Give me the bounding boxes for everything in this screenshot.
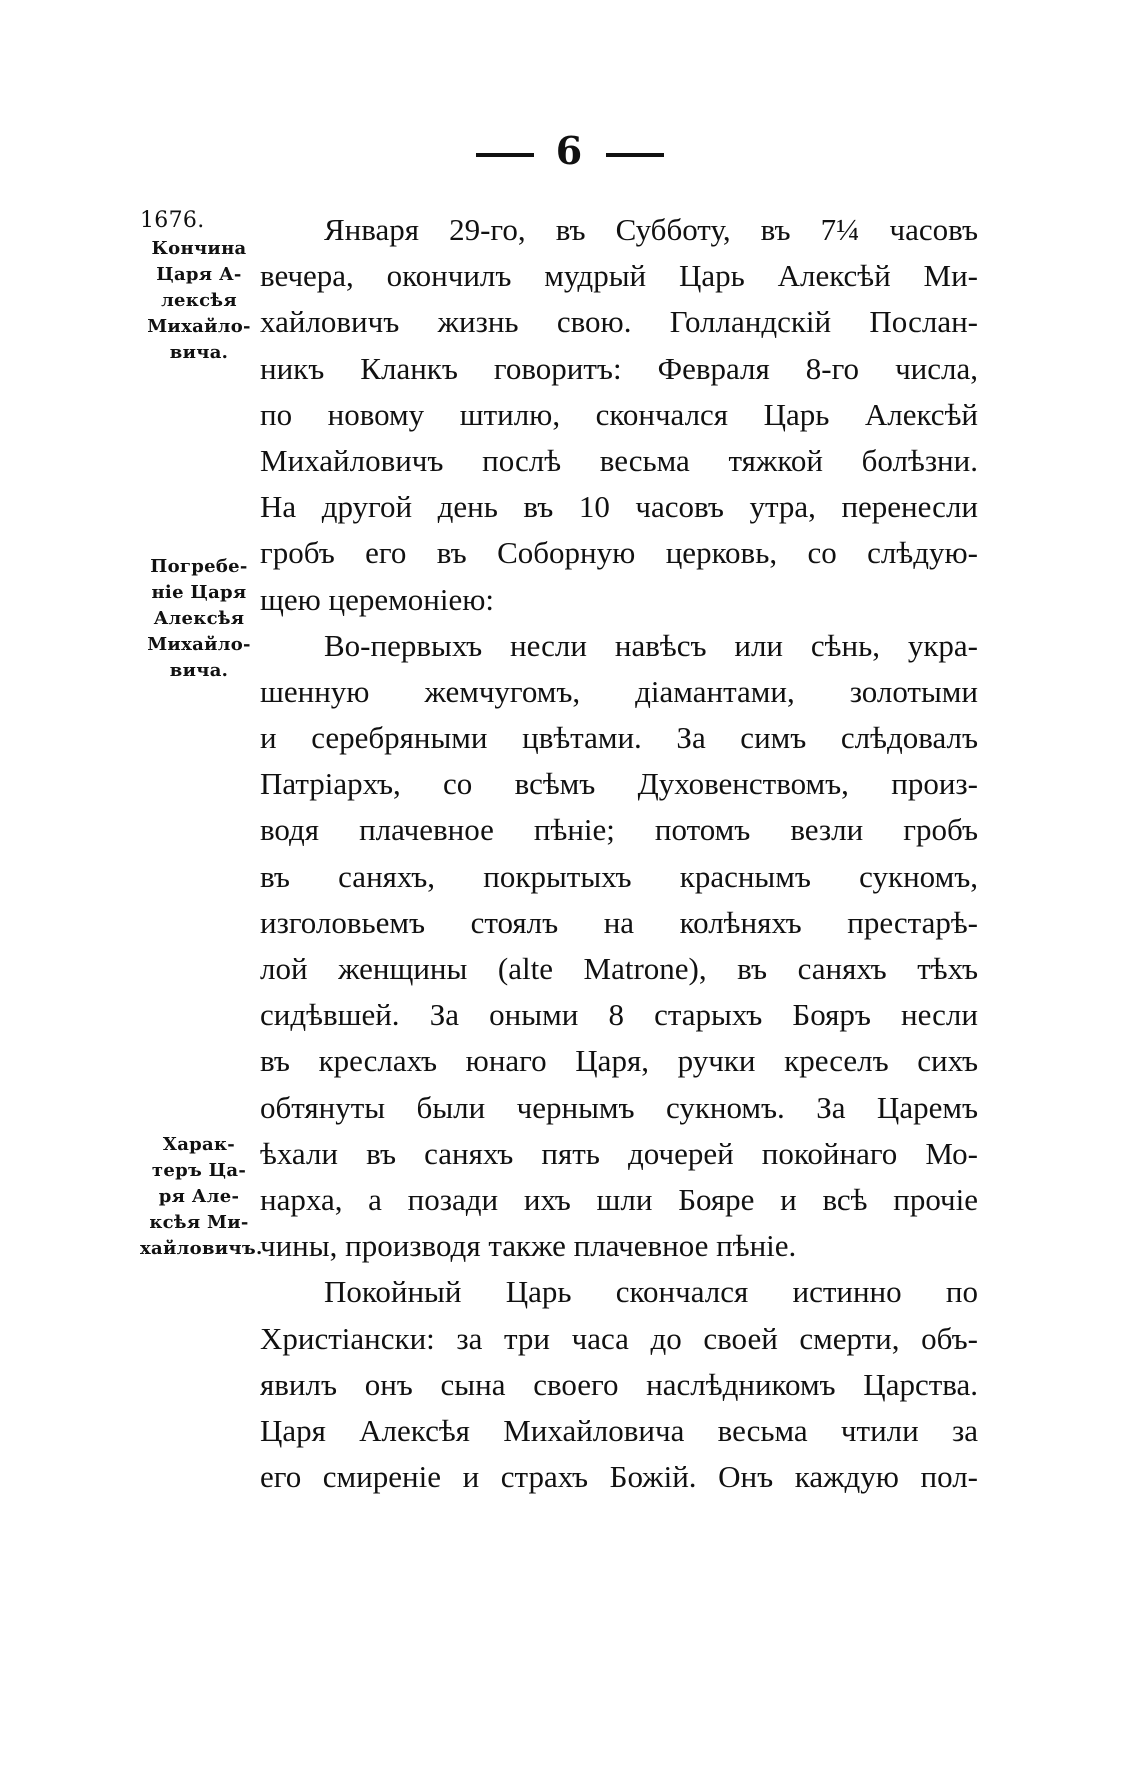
text-line: Во-первыхъ несли навѣсъ или сѣнь, укра-: [324, 627, 978, 663]
text-line: Христіански: за три часа до своей смерти, объ-: [260, 1320, 978, 1356]
text-line: Января 29-го, въ Субботу, въ 7¼ часовъ: [324, 212, 978, 247]
text-line: ѣхали въ саняхъ пять дочерей покойнаго Мо-: [260, 1135, 978, 1171]
body-text: [260, 207, 978, 1500]
text-line: хайловичъ жизнь свою. Голландскій Послан-: [260, 304, 978, 340]
text-line: нарха, а позади ихъ шли Бояре и всѣ прочіе: [260, 1181, 978, 1217]
text-line: сидѣвшей. За оными 8 старыхъ Бояръ несли: [260, 997, 978, 1033]
text-line: щею церемоніею:: [260, 581, 494, 617]
text-line: Царя Алексѣя Михайловича весьма чтили за: [260, 1412, 978, 1448]
text-line: его смиреніе и страхъ Божій. Онъ каждую пол-: [260, 1459, 978, 1495]
text-line: обтянуты были чернымъ сукномъ. За Царемъ: [260, 1089, 978, 1125]
text-line: гробъ его въ Соборную церковь, со слѣдую-: [260, 535, 978, 571]
text-line: лой женщины (alte Matrone), въ саняхъ тѣхъ: [260, 951, 978, 986]
text-line: На другой день въ 10 часовъ утра, перенесли: [260, 489, 978, 525]
right-dash: [606, 153, 664, 157]
text-line: по новому штилю, скончался Царь Алексѣй: [260, 396, 978, 432]
text-line: никъ Кланкъ говоритъ: Февраля 8-го числа,: [260, 350, 978, 386]
margin-note-burial: Погребе- ніе Царя Алексѣя Михайло- вича.: [147, 556, 251, 681]
margin-note-character: Харак- теръ Ца- ря Але- ксѣя Ми- хайловичъ.: [140, 1134, 263, 1259]
text-line: изголовьемъ стоялъ на колѣняхъ престарѣ-: [260, 904, 978, 940]
text-line: Михайловичъ послѣ весьма тяжкой болѣзни.: [260, 442, 978, 478]
margin-note-death: Кончина Царя А- лексѣя Михайло- вича.: [147, 238, 251, 363]
text-line: чины, производя также плачевное пѣніе.: [260, 1228, 797, 1264]
text-line: явилъ онъ сына своего наслѣдникомъ Царства.: [260, 1366, 978, 1402]
text-line: шенную жемчугомъ, діамантами, золотыми: [260, 673, 978, 709]
margin-note-year: 1676.: [140, 208, 205, 233]
left-dash: [476, 153, 534, 157]
page-number: 6: [555, 128, 585, 173]
text-line: Покойный Царь скончался истинно по: [324, 1274, 978, 1310]
page-number-header: [0, 128, 1140, 173]
text-line: Патріархъ, со всѣмъ Духовенствомъ, произ-: [260, 766, 978, 802]
text-line: въ креслахъ юнаго Царя, ручки креселъ сихъ: [260, 1043, 978, 1079]
text-line: въ саняхъ, покрытыхъ краснымъ сукномъ,: [260, 858, 978, 894]
text-line: водя плачевное пѣніе; потомъ везли гробъ: [260, 812, 978, 848]
text-line: и серебряными цвѣтами. За симъ слѣдовалъ: [260, 720, 978, 756]
text-line: вечера, окончилъ мудрый Царь Алексѣй Ми-: [260, 258, 978, 294]
